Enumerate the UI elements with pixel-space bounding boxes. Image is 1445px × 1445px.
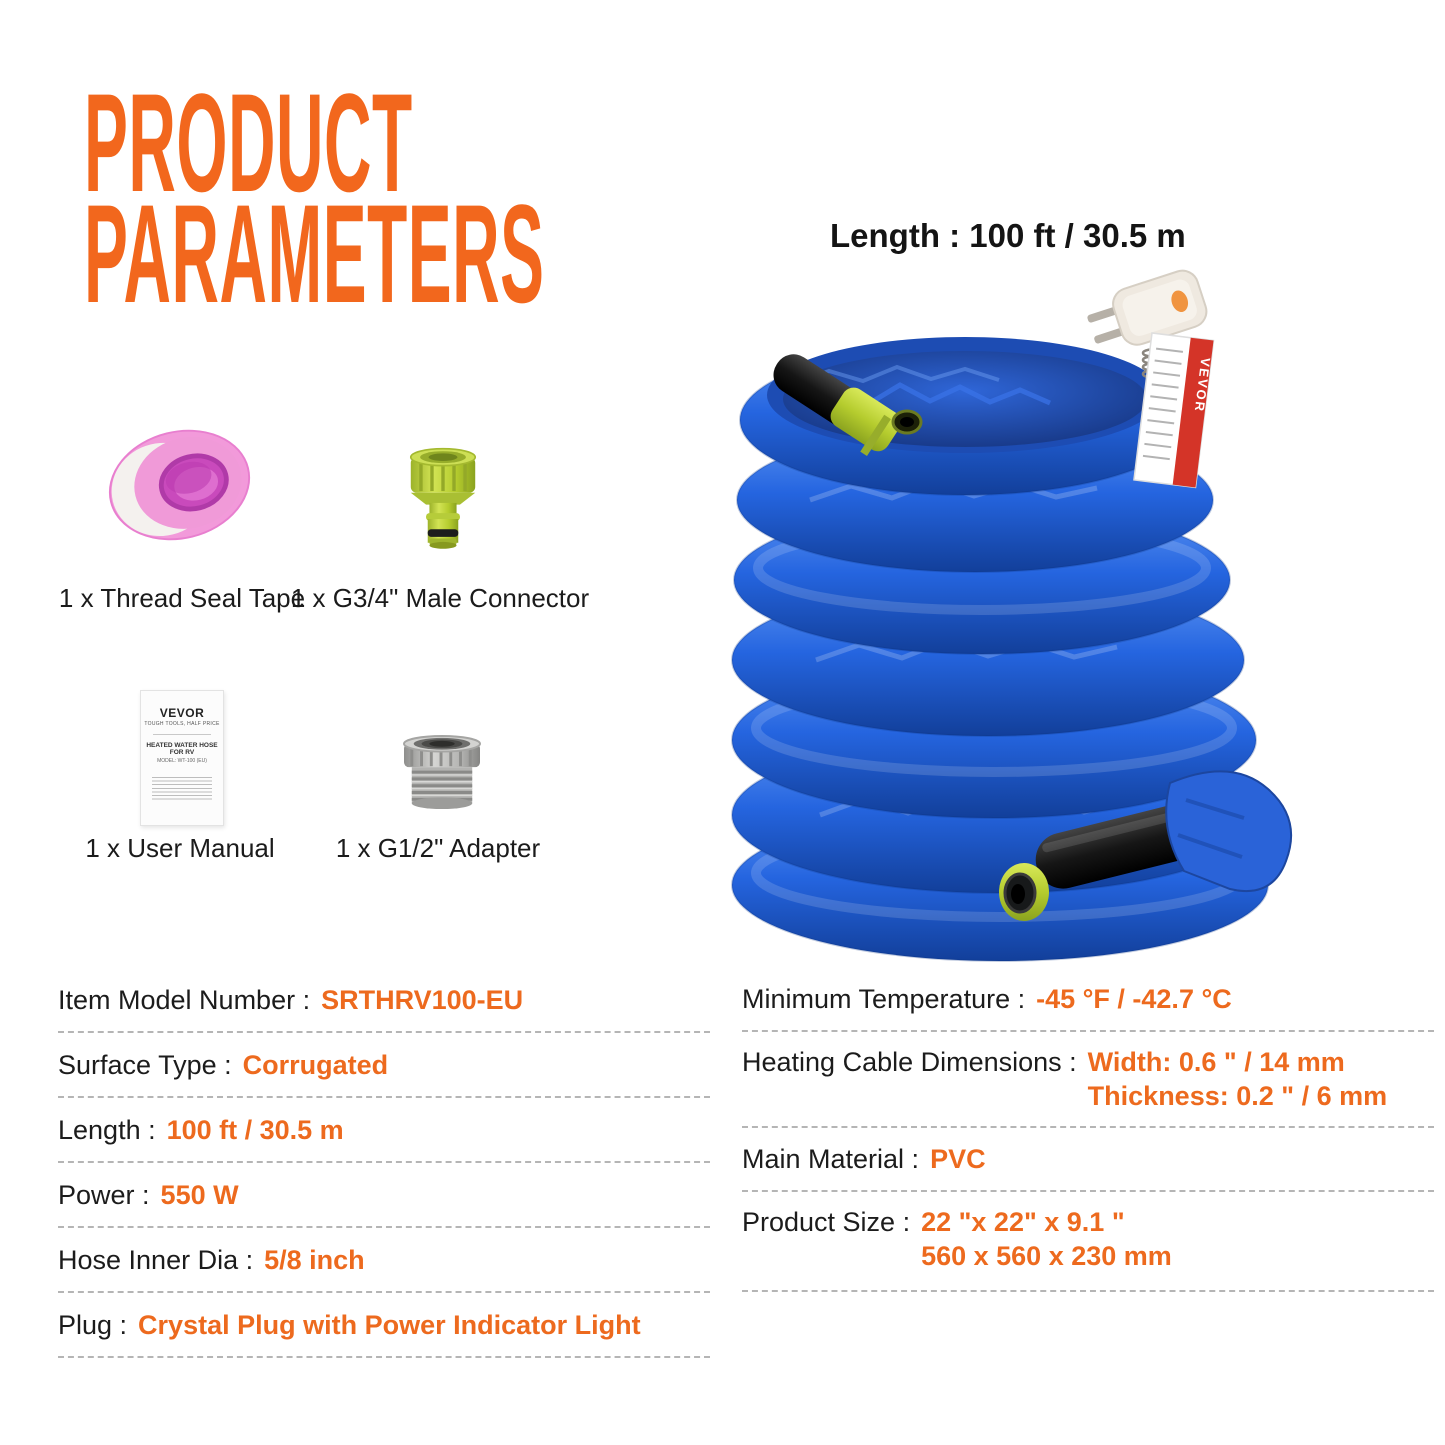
spec-value-line2: 560 x 560 x 230 mm (921, 1241, 1172, 1271)
spec-value: 550 W (160, 1179, 239, 1210)
spec-row-heating-cable-dimensions (742, 1032, 1434, 1128)
label-adapter: 1 x G1/2" Adapter (335, 833, 541, 863)
spec-column-right (742, 968, 1434, 1292)
spec-value: PVC (930, 1144, 986, 1174)
spec-label: Power : (58, 1179, 150, 1210)
spec-row-power (58, 1163, 710, 1228)
spec-value: -45 °F / -42.7 °C (1036, 984, 1232, 1014)
page-title (84, 64, 545, 332)
manual-brand: VEVOR (159, 706, 205, 720)
spec-value: 5/8 inch (264, 1244, 365, 1275)
spec-row-item-model-number (58, 968, 710, 1033)
spec-value (921, 1205, 1172, 1273)
spec-label: Main Material : (742, 1144, 920, 1174)
hose-illustration (700, 255, 1340, 965)
spec-row-main-material (742, 1128, 1434, 1192)
thread-seal-tape-image (105, 428, 255, 542)
manual-title: HEATED WATER HOSE FOR RV (146, 742, 218, 756)
spec-label: Length : (58, 1114, 156, 1145)
spec-row-length (58, 1098, 710, 1163)
spec-label: Hose Inner Dia : (58, 1244, 254, 1275)
spec-label: Plug : (58, 1309, 128, 1340)
manual-tagline: TOUGH TOOLS, HALF PRICE (144, 721, 220, 727)
page-title-line2: PARAMETERS (84, 175, 545, 332)
spec-value-line2: Thickness: 0.2 " / 6 mm (1087, 1081, 1388, 1111)
user-manual-image (140, 690, 224, 826)
label-user-manual: 1 x User Manual (85, 833, 275, 863)
tag-brand-text: VEVOR (1191, 356, 1214, 414)
spec-column-left (58, 968, 710, 1358)
hose-length-caption: Length : 100 ft / 30.5 m (830, 217, 1186, 254)
adapter-image (398, 735, 486, 811)
spec-row-minimum-temperature (742, 968, 1434, 1032)
male-connector-image (404, 438, 482, 556)
spec-row-plug (58, 1293, 710, 1358)
page-title-line1: PRODUCT (84, 64, 413, 221)
manual-paragraph-lines (152, 777, 211, 801)
spec-label: Product Size : (742, 1207, 911, 1237)
manual-divider (153, 734, 210, 735)
spec-label: Surface Type : (58, 1049, 232, 1080)
spec-value: Crystal Plug with Power Indicator Light (138, 1309, 641, 1340)
spec-value-line1: 22 "x 22" x 9.1 " (921, 1207, 1125, 1237)
spec-label: Heating Cable Dimensions : (742, 1047, 1077, 1077)
spec-value-line1: Width: 0.6 " / 14 mm (1087, 1047, 1345, 1077)
spec-value: 100 ft / 30.5 m (166, 1114, 344, 1145)
spec-value: Corrugated (242, 1049, 389, 1080)
spec-value: SRTHRV100-EU (321, 984, 524, 1015)
label-thread-seal-tape: 1 x Thread Seal Tape (58, 583, 306, 613)
spec-row-hose-inner-dia (58, 1228, 710, 1293)
label-male-connector: 1 x G3/4" Male Connector (290, 583, 590, 613)
spec-row-surface-type (58, 1033, 710, 1098)
spec-label: Item Model Number : (58, 984, 311, 1015)
manual-model: MODEL: WT-100 (EU) (157, 758, 207, 764)
spec-value (1088, 1045, 1387, 1113)
spec-row-product-size (742, 1192, 1434, 1292)
spec-label: Minimum Temperature : (742, 984, 1026, 1014)
